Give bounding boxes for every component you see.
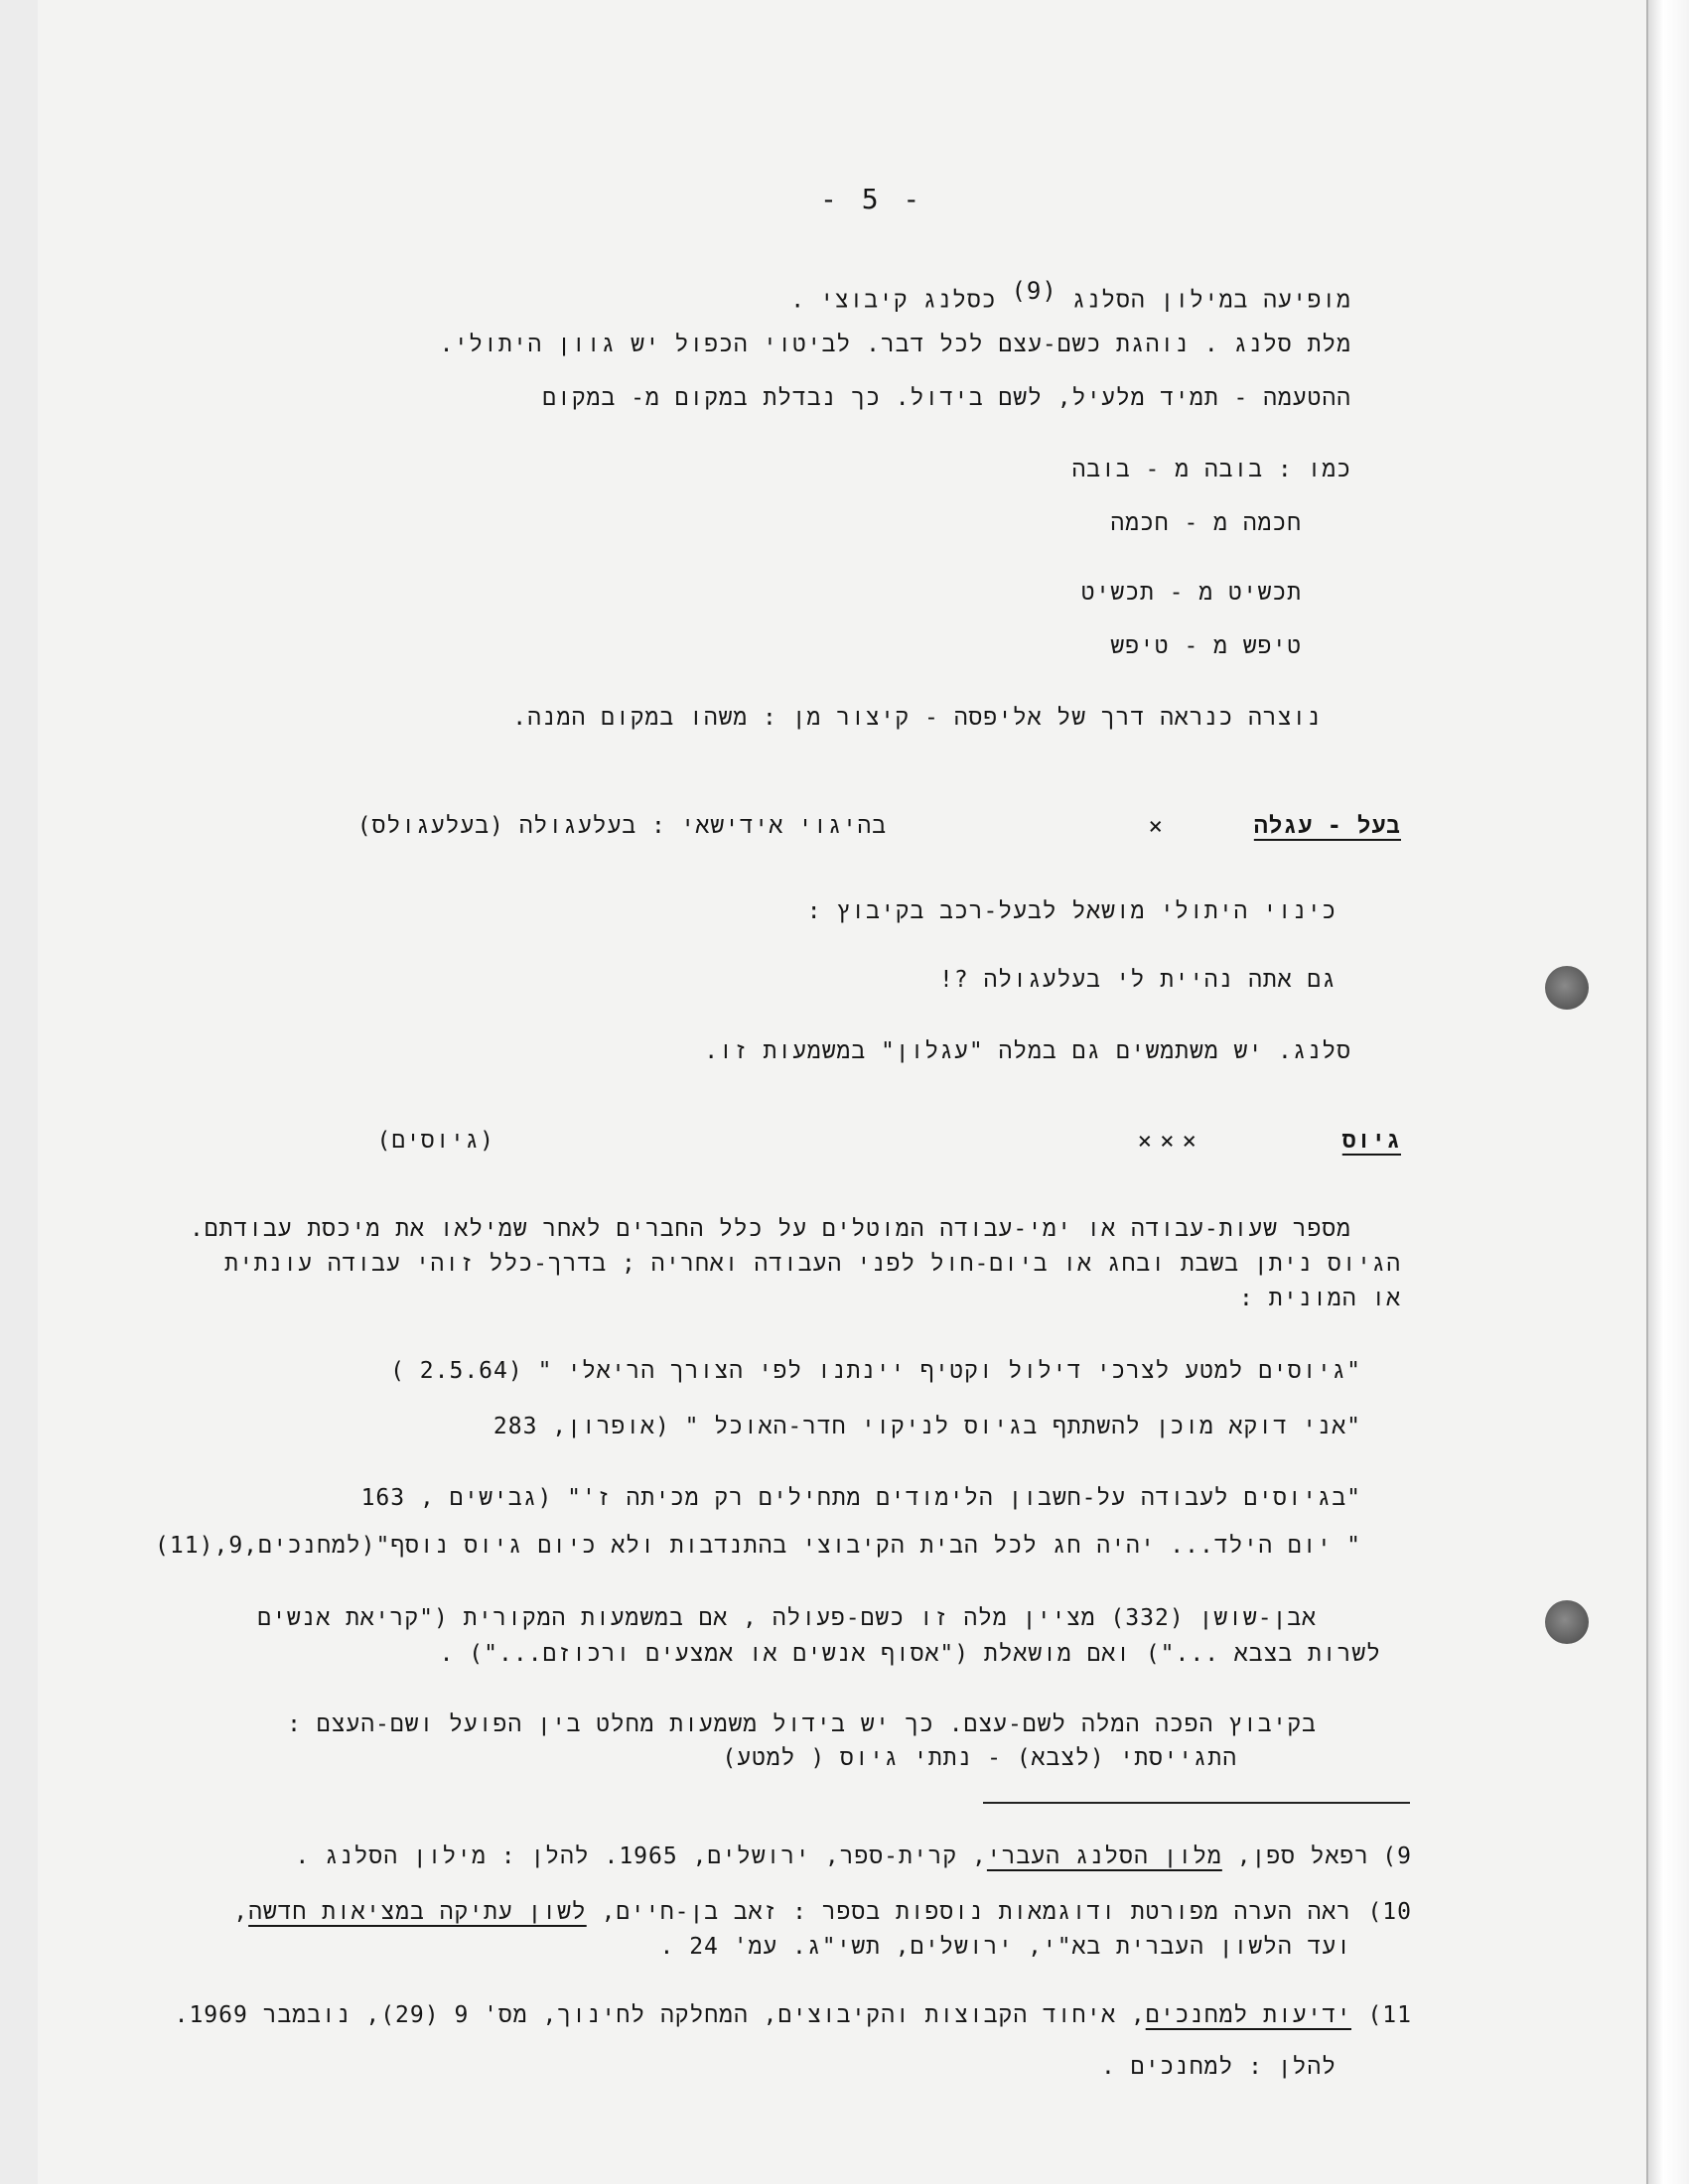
page-edge (1646, 0, 1689, 2184)
entry-mark-gius: ××× (1137, 1127, 1204, 1155)
intro-line-2: מלת סלנג . נוהגת כשם-עצם לכל דבר. לביטוי הכפול יש גוון היתולי. (439, 332, 1351, 357)
footnote-9-number: 9) (1382, 1843, 1412, 1869)
entry-mark-baal-agala: × (1148, 812, 1171, 840)
gius-para-1-line-2: לשרות בצבא ...") ואם מושאלת ("אסוף אנשים או אמצעים ורכוזם...") . (439, 1641, 1381, 1667)
gius-para-1-line-1: אבן-שושן (332) מציין מלה זו כשם-פעולה , אם במשמעות המקורית ("קריאת אנשים (257, 1605, 1317, 1631)
page-edge-line (1646, 0, 1648, 2184)
footnote-11-number: 11) (1367, 2002, 1412, 2028)
example-line-3: תכשיט מ - תכשיט (1080, 580, 1302, 606)
footnote-10-comma: , (233, 1899, 249, 1925)
intro-line-1-b: כסלנג קיבוצי . (790, 287, 997, 314)
gius-para-2-line-2: התגייסתי (לצבא) - נתתי גיוס ( למטע) (722, 1745, 1237, 1771)
example-line-4: טיפש מ - טיפש (1110, 633, 1302, 659)
gius-def-line-2: הגיוס ניתן בשבת ובחג או ביום-חול לפני העבודה ואחריה ; בדרך-כלל זוהי עבודה עונתית (224, 1251, 1401, 1277)
gius-quote-3: "בגיוסים לעבודה על-חשבון הלימודים מתחילים רק מכיתה ז'" (גבישים , 163 (360, 1485, 1361, 1511)
baal-agala-line-3: סלנג. יש משתמשים גם במלה "עגלון" במשמעות זו. (704, 1038, 1351, 1064)
gius-quote-2: "אני דוקא מוכן להשתתף בגיוס לניקוי חדר-האוכל " (אופרון, 283 (493, 1414, 1361, 1439)
intro-line-1 (790, 274, 1351, 318)
footnote-10-number: 10) (1367, 1899, 1412, 1925)
footnote-ref-9: (9) (1011, 277, 1057, 305)
punch-hole-bottom (1545, 1600, 1589, 1644)
entry-plural-gius: (גיוסים) (376, 1128, 494, 1154)
footnote-separator (983, 1802, 1410, 1804)
entry-term-gius: גיוס (1341, 1128, 1401, 1154)
footnote-11-line-1 (175, 1998, 1351, 2032)
footnote-11-line-2: להלן : למחנכים . (1100, 2054, 1337, 2080)
footnote-11-rest: , איחוד הקבוצות והקיבוצים, המחלקה לחינוך, מס' 9 (29), נובמבר 1969. (174, 2002, 1146, 2028)
footnote-9-title: מלון הסלנג העברי (986, 1843, 1222, 1869)
intro-line-1-a: מופיעה במילון הסלנג (1071, 287, 1351, 314)
baal-agala-line-2: גם אתה נהיית לי בעלעגולה ?! (939, 967, 1337, 993)
gius-quote-4: " יום הילד... יהיה חג לכל הבית הקיבוצי בהתנדבות ולא כיום גיוס נוסף"(למחנכים,9,(11) (155, 1533, 1361, 1559)
footnote-9-rest: , קרית-ספר, ירושלים, 1965. להלן : מילון הסלנג . (295, 1843, 987, 1869)
gius-def-line-3: או המונית : (1239, 1286, 1401, 1311)
baal-agala-line-1: כינוי היתולי מושאל לבעל-רכב בקיבוץ : (806, 898, 1337, 924)
entry-term-baal-agala: בעל - עגלה (1253, 813, 1401, 839)
page-number: - 5 - (820, 183, 924, 215)
footnote-10-line-2: ועד הלשון העברית בא"י, ירושלים, תשי"ג. עמ' 24 . (659, 1934, 1351, 1960)
entry-yiddish-pronunciation: בהיגוי אידישאי : בעלעגולה (בעלעגולס) (356, 813, 887, 839)
footnote-10-title: לשון עתיקה במציאות חדשה (248, 1899, 587, 1925)
example-line-2: חכמה מ - חכמה (1110, 510, 1302, 536)
footnote-9 (295, 1840, 1369, 1873)
footnote-10-lead: ראה הערה מפורטת ודוגמאות נוספות בספר : זאב בן-חיים, (601, 1899, 1351, 1925)
footnote-11-title: ידיעות למחנכים (1145, 2002, 1351, 2028)
gius-def-line-1: מספר שעות-עבודה או ימי-עבודה המוטלים על כלל החברים לאחר שמילאו את מיכסת עבודתם. (189, 1216, 1351, 1242)
footnote-10-line-1 (233, 1895, 1351, 1929)
gius-para-2-line-1: בקיבוץ הפכה המלה לשם-עצם. כך יש בידול משמעות מחלט בין הפועל ושם-העצם : (287, 1711, 1317, 1737)
intro-line-4: נוצרה כנראה דרך של אליפסה - קיצור מן : משהו במקום המנה. (512, 705, 1322, 731)
intro-line-3: ההטעמה - תמיד מלעיל, לשם בידול. כך נבדלת במקום מ- במקום (542, 385, 1351, 411)
footnote-9-author: רפאל ספן, (1236, 1843, 1369, 1869)
example-line-1: כמו : בובה מ - בובה (1071, 457, 1351, 482)
gius-quote-1: "גיוסים למטע לצרכי דילול וקטיף יינתנו לפי הצורך הריאלי " (2.5.64 ) (390, 1358, 1361, 1384)
punch-hole-top (1545, 966, 1589, 1010)
